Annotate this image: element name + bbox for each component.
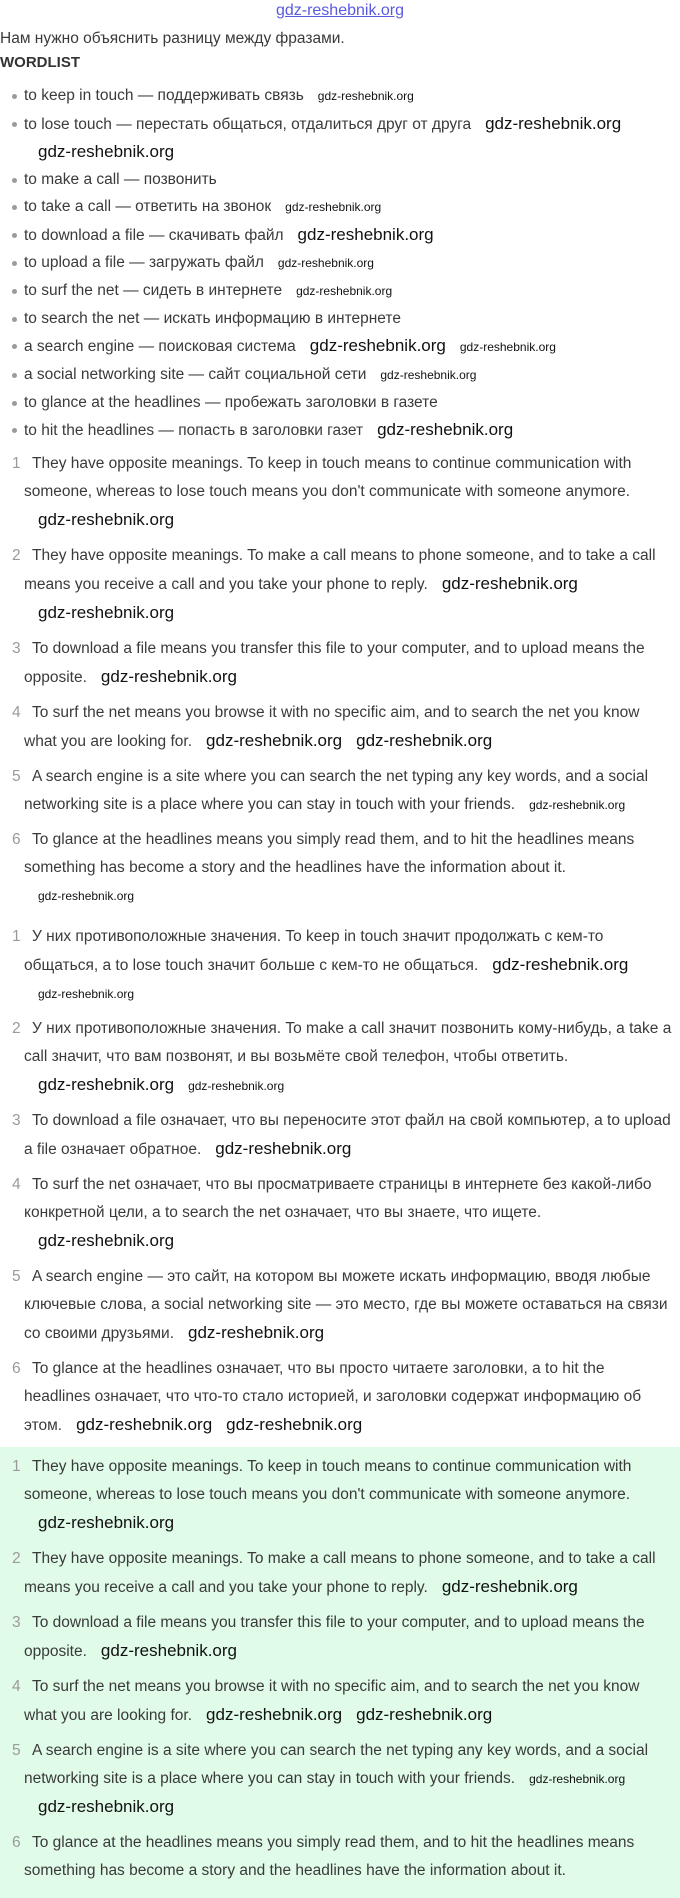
- wordlist-item-text: to lose touch — перестать общаться, отдалиться друг от друга: [24, 116, 472, 133]
- watermark: gdz-reshebnik.org: [38, 1797, 175, 1816]
- watermark: gdz-reshebnik.org: [297, 225, 434, 244]
- answer-number: 3: [12, 1112, 21, 1129]
- watermark: gdz-reshebnik.org: [285, 200, 382, 214]
- wordlist-heading: WORDLIST: [0, 54, 80, 71]
- watermark: gdz-reshebnik.org: [100, 1641, 237, 1660]
- wordlist-item: [0, 361, 680, 389]
- answer-number: 6: [12, 1360, 21, 1377]
- bullet-icon: [12, 373, 17, 378]
- wordlist-item: [0, 332, 680, 361]
- answer-number: 5: [12, 768, 21, 785]
- wordlist-item-text: to hit the headlines — попасть в заголовки газет: [24, 422, 364, 439]
- bullet-icon: [12, 178, 17, 183]
- wordlist-item: [0, 305, 680, 332]
- answer-item: [0, 1171, 672, 1256]
- answer-number: 4: [12, 1176, 21, 1193]
- watermark: gdz-reshebnik.org: [277, 256, 374, 270]
- watermark: gdz-reshebnik.org: [441, 574, 578, 593]
- answer-item: [0, 763, 672, 819]
- site-link[interactable]: gdz-reshebnik.org: [275, 2, 405, 19]
- intro-text: Нам нужно объяснить разницу между фразами.: [0, 30, 345, 47]
- watermark: gdz-reshebnik.org: [38, 1075, 175, 1094]
- answer-number: 4: [12, 704, 21, 721]
- answer-item: [0, 1355, 672, 1440]
- answer-item: [0, 1609, 672, 1666]
- watermark: gdz-reshebnik.org: [100, 667, 237, 686]
- answer-text: To surf the net means you browse it with no specific aim, and to search the net you know what you are looking for.: [24, 1678, 640, 1724]
- watermark: gdz-reshebnik.org: [206, 731, 343, 750]
- wordlist-item: [0, 166, 680, 193]
- watermark: gdz-reshebnik.org: [38, 889, 135, 903]
- watermark: gdz-reshebnik.org: [38, 142, 175, 161]
- wordlist-item-text: to download a file — скачивать файл: [24, 227, 284, 244]
- answer-text: To download a file means you transfer this file to your computer, and to upload means the opposite.: [24, 640, 645, 686]
- watermark: gdz-reshebnik.org: [226, 1415, 363, 1434]
- watermark: gdz-reshebnik.org: [492, 955, 629, 974]
- answers-english: [0, 444, 672, 910]
- bullet-icon: [12, 344, 17, 349]
- wordlist-item-text: a search engine — поисковая система: [24, 338, 296, 355]
- watermark: gdz-reshebnik.org: [188, 1323, 325, 1342]
- watermark: gdz-reshebnik.org: [38, 1513, 175, 1532]
- answer-number: 1: [12, 928, 21, 945]
- answer-number: 2: [12, 1550, 21, 1567]
- answer-text: A search engine is a site where you can search the net typing any key words, and a social networking site is a place where you can stay in touch with your friends.: [24, 1742, 649, 1787]
- answer-text: They have opposite meanings. To keep in touch means to continue communication with someone, whereas to lose touch means you don't communicate with someone anymore.: [24, 455, 632, 500]
- wordlist-item-text: to search the net — искать информацию в интернете: [24, 310, 401, 327]
- wordlist-item-text: a social networking site — сайт социальной сети: [24, 366, 367, 383]
- watermark: gdz-reshebnik.org: [529, 798, 626, 812]
- answer-text: They have opposite meanings. To keep in touch means to continue communication with someone, whereas to lose touch means you don't communicate with someone anymore.: [24, 1458, 632, 1503]
- answer-text: У них противоположные значения. To make a call значит позвонить кому-нибудь, а take a call значит, что вам позвонят, и вы возьмёте свой телефон, чтобы ответить.: [24, 1020, 672, 1065]
- bullet-icon: [12, 205, 17, 210]
- watermark: gdz-reshebnik.org: [380, 368, 477, 382]
- answer-item: [0, 542, 672, 628]
- answer-text: У них противоположные значения. To keep in touch значит продолжать с кем-то общаться, а to lose touch значит больше с кем-то не общаться.: [24, 928, 604, 974]
- bullet-icon: [12, 233, 17, 238]
- watermark: gdz-reshebnik.org: [485, 114, 622, 133]
- wordlist-item: [0, 416, 680, 444]
- answer-text: To glance at the headlines means you simply read them, and to hit the headlines means something has become a story and the headlines have the information about it.: [24, 831, 635, 876]
- answer-text: They have opposite meanings. To make a call means to phone someone, and to take a call means you receive a call and you take your phone to reply.: [24, 1550, 656, 1596]
- answer-text: To surf the net means you browse it with no specific aim, and to search the net you know what you are looking for.: [24, 704, 640, 750]
- answer-item: [0, 635, 672, 692]
- answer-text: A search engine — это сайт, на котором вы можете искать информацию, вводя любые ключевые слова, а social networking site — это место, где вы можете оставаться на связи со своими друзьями.: [24, 1268, 668, 1342]
- watermark: gdz-reshebnik.org: [356, 1705, 493, 1724]
- answer-text: To download a file означает, что вы переносите этот файл на свой компьютер, а to upload a file означает обратное.: [24, 1112, 671, 1158]
- watermark: gdz-reshebnik.org: [459, 340, 556, 354]
- bullet-icon: [12, 94, 17, 99]
- wordlist-item: [0, 82, 680, 110]
- watermark: gdz-reshebnik.org: [38, 603, 175, 622]
- answer-number: 3: [12, 1614, 21, 1631]
- answer-item: [0, 1453, 672, 1538]
- answer-item: [0, 450, 672, 535]
- watermark: gdz-reshebnik.org: [38, 987, 135, 1001]
- answer-text: To glance at the headlines означает, что вы просто читаете заголовки, а to hit the headlines означает, что что-то стало историей, и заголовки содержат информацию об этом.: [24, 1360, 642, 1434]
- bullet-icon: [12, 317, 17, 322]
- answer-item: [0, 1673, 672, 1730]
- bullet-icon: [12, 122, 17, 127]
- wordlist-item-text: to surf the net — сидеть в интернете: [24, 282, 283, 299]
- answer-item: [0, 1737, 672, 1822]
- watermark: gdz-reshebnik.org: [377, 420, 514, 439]
- answer-item: [0, 1829, 672, 1885]
- watermark: gdz-reshebnik.org: [38, 1231, 175, 1250]
- wordlist-item: [0, 249, 680, 277]
- highlighted-answer-block: [0, 1447, 680, 1898]
- watermark: gdz-reshebnik.org: [188, 1079, 285, 1093]
- bullet-icon: [12, 428, 17, 433]
- answer-item: [0, 1107, 672, 1164]
- answer-number: 5: [12, 1742, 21, 1759]
- watermark: gdz-reshebnik.org: [38, 510, 175, 529]
- watermark: gdz-reshebnik.org: [215, 1139, 352, 1158]
- bullet-icon: [12, 289, 17, 294]
- wordlist-item: [0, 389, 680, 416]
- wordlist-item-text: to keep in touch — поддерживать связь: [24, 87, 304, 104]
- wordlist-item-text: to glance at the headlines — пробежать заголовки в газете: [24, 394, 438, 411]
- answer-text: To download a file means you transfer this file to your computer, and to upload means the opposite.: [24, 1614, 645, 1660]
- answer-item: [0, 1263, 672, 1348]
- answer-item: [0, 1015, 672, 1100]
- answer-text: To glance at the headlines means you simply read them, and to hit the headlines means something has become a story and the headlines have the information about it.: [24, 1834, 635, 1879]
- answer-item: [0, 923, 672, 1008]
- watermark: gdz-reshebnik.org: [309, 336, 446, 355]
- bullet-icon: [12, 261, 17, 266]
- wordlist-item-text: to upload a file — загружать файл: [24, 254, 264, 271]
- wordlist-item: [0, 193, 680, 221]
- wordlist: [0, 82, 680, 444]
- wordlist-item-text: to make a call — позвонить: [24, 171, 217, 188]
- answer-text: A search engine is a site where you can search the net typing any key words, and a social networking site is a place where you can stay in touch with your friends.: [24, 768, 649, 813]
- answer-number: 1: [12, 1458, 21, 1475]
- answers-russian: [0, 917, 672, 1440]
- answer-text: To surf the net означает, что вы просматриваете страницы в интернете без какой-либо конкретной цели, а to search the net означает, что вы знаете, что ищете.: [24, 1176, 652, 1221]
- watermark: gdz-reshebnik.org: [206, 1705, 343, 1724]
- answer-number: 6: [12, 831, 21, 848]
- answer-number: 2: [12, 1020, 21, 1037]
- answers-english-highlighted: [0, 1447, 672, 1885]
- bullet-icon: [12, 401, 17, 406]
- answer-item: [0, 826, 672, 910]
- answer-item: [0, 1545, 672, 1602]
- watermark: gdz-reshebnik.org: [356, 731, 493, 750]
- answer-number: 1: [12, 455, 21, 472]
- wordlist-item: [0, 277, 680, 305]
- answer-item: [0, 699, 672, 756]
- answer-number: 3: [12, 640, 21, 657]
- wordlist-item-text: to take a call — ответить на звонок: [24, 198, 272, 215]
- answer-number: 6: [12, 1834, 21, 1851]
- watermark: gdz-reshebnik.org: [441, 1577, 578, 1596]
- answer-number: 2: [12, 547, 21, 564]
- answer-number: 5: [12, 1268, 21, 1285]
- watermark: gdz-reshebnik.org: [529, 1772, 626, 1786]
- answer-text: They have opposite meanings. To make a call means to phone someone, and to take a call means you receive a call and you take your phone to reply.: [24, 547, 656, 593]
- answer-number: 4: [12, 1678, 21, 1695]
- watermark: gdz-reshebnik.org: [317, 89, 414, 103]
- watermark: gdz-reshebnik.org: [76, 1415, 213, 1434]
- watermark: gdz-reshebnik.org: [296, 284, 393, 298]
- wordlist-item: [0, 221, 680, 249]
- wordlist-item: [0, 110, 680, 166]
